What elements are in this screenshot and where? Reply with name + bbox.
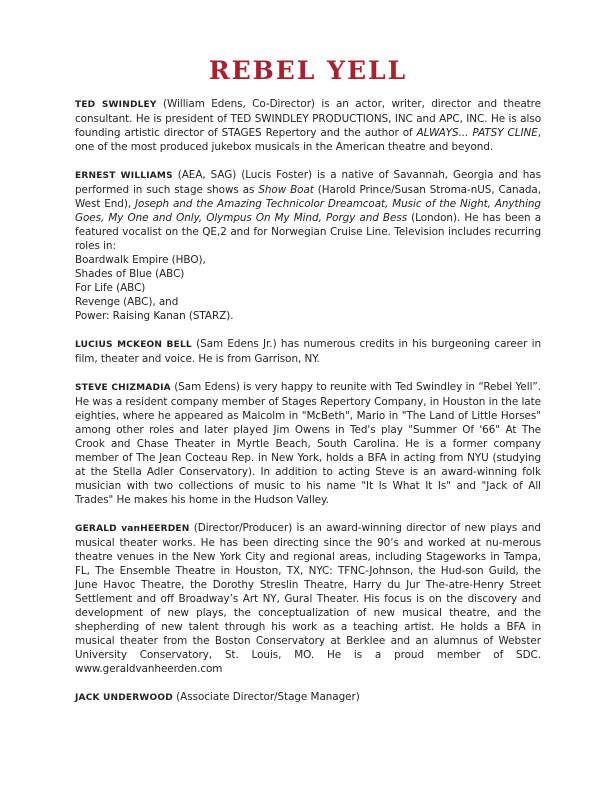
page-title: REBEL YELL <box>208 56 408 85</box>
bio-name: LUCIUS MCKEON BELL <box>75 340 192 350</box>
bio-name: STEVE CHIZMADIA <box>75 383 171 393</box>
bio-ted-swindley <box>75 97 541 154</box>
credit-line: Boardwalk Empire (HBO), <box>75 254 206 266</box>
bio-text: (Director/Producer) is an award-winning director of new plays and musical theater works. He has been directing since the 90’s and worked at nu-merous theatre venues in the New York City and regional areas, including Stageworks in Tampa, FL, The Ensemble Theatre in Houston, TX, NYC: TFNC-Johnson, the Hud-son Guild, the June Havoc Theatre, the Dorothy Streslin Theatre, Harry du Jur The-atre-Henry Street Settlement and off Broadway’s Art NY, Gural Theater. His focus is on the discovery and development of new plays, the conceptualization of new musical theatre, and the shepherding of new talent through his work as a teaching artist. He holds a BFA in musical theater from the Boston Conservatory at Berklee and an alumnus of Webster University Conservatory, St. Louis, MO. He is a proud member of SDC. www.geraldvanheerden.com <box>75 522 541 675</box>
bio-text: (William Edens, Co-Director) is an actor, writer, director and theatre consultant. He is president of TED SWINDLEY PRODUCTIONS, INC and APC, INC. He is also founding artistic director of STAGES Repertory and the author of <box>75 98 541 139</box>
bio-text: (Associate Director/Stage Manager) <box>172 691 360 703</box>
bio-steve-chizmadia <box>75 380 541 507</box>
credit-line: Power: Raising Kanan (STARZ). <box>75 310 234 322</box>
program-page <box>75 56 541 719</box>
bio-text: (Sam Edens Jr.) has numerous credits in his burgeoning career in film, theater and voice. He is from Garrison, NY. <box>75 338 541 365</box>
bio-title-italic: Joseph and the Amazing Technicolor Dreamcoat, Music of the Night, Anything Goes, My One and Only, Olympus On My Mind, Porgy and Bess <box>75 198 541 224</box>
bio-name: JACK UNDERWOOD <box>75 693 173 703</box>
bio-lucius-mckeon-bell <box>75 337 541 366</box>
bio-name: TED SWINDLEY <box>75 100 157 110</box>
bio-text: (London). He has been a featured vocalist on the QE,2 and for Norwegian Cruise Line. Television includes recurring roles in: <box>75 212 542 252</box>
bio-text: (Sam Edens) is very happy to reunite with Ted Swindley in “Rebel Yell”. He was a resident company member of Stages Repertory Company, in Houston in the late eighties, where he appeared as Malcolm in "McBeth", Mario in "The Land of Little Horses" among other roles and later played Jim Owens in Ted's play "Summer Of '66" At The Crook and Chase Theater in Myrtle Beach, South Carolina. He is a former company member of The Jean Cocteau Rep. in New York, holds a BFA in acting from NYU (studying at the Stella Adler Conservatory). In addition to acting Steve is an award-winning folk musician with two collections of music to his name "It Is What It Is" and "Jack of All Trades" He makes his home in the Hudson Valley. <box>75 381 542 506</box>
bio-name: GERALD vanHEERDEN <box>75 524 190 534</box>
bio-title-italic: Show Boat <box>258 184 314 196</box>
bio-name: ERNEST WILLIAMS <box>75 171 173 181</box>
credit-line: Shades of Blue (ABC) <box>75 268 185 280</box>
credit-line: For Life (ABC) <box>75 282 146 294</box>
bio-text: , one of the most produced jukebox musicals in the American theatre and beyond. <box>75 127 541 153</box>
credit-line: Revenge (ABC), and <box>75 296 179 308</box>
bio-gerald-vanheerden <box>75 521 541 676</box>
bio-title-italic: ALWAYS... PATSY CLINE <box>416 127 538 139</box>
bio-ernest-williams <box>75 168 541 323</box>
bio-text: (AEA, SAG) (Lucis Foster) is a native of Savannah, Georgia and has performed in such stage shows as <box>75 169 541 196</box>
bio-text: (Harold Prince/Susan Stroma-nUS, Canada, West End), <box>75 184 542 210</box>
bio-jack-underwood <box>75 690 541 705</box>
